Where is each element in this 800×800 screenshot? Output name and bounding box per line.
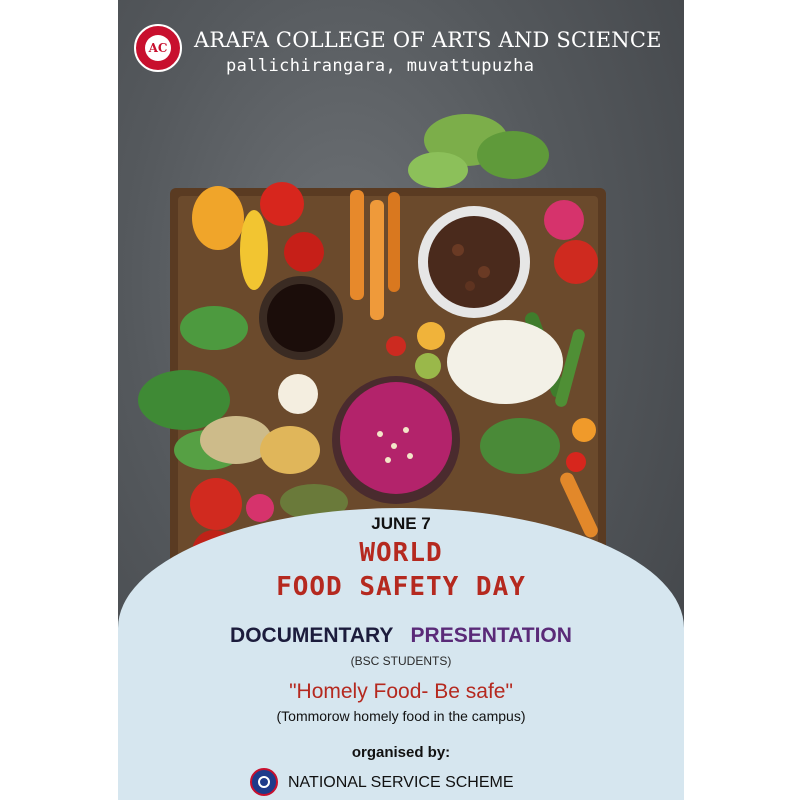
audience-note: (BSC STUDENTS)	[350, 654, 452, 668]
organiser-name: NATIONAL SERVICE SCHEME	[288, 774, 514, 791]
event-title-line1: WORLD	[359, 538, 443, 568]
college-logo	[134, 24, 182, 72]
college-location: pallichirangara, muvattupuzha	[226, 56, 535, 76]
college-logo-mark: AC	[145, 35, 171, 61]
radish	[544, 200, 584, 240]
organiser-row	[250, 768, 580, 798]
event-slogan: "Homely Food- Be safe"	[289, 680, 513, 703]
event-poster	[118, 0, 684, 800]
food-platter-image	[118, 100, 684, 570]
cheese-round	[447, 320, 563, 404]
garlic	[278, 374, 318, 414]
college-name: ARAFA COLLEGE OF ARTS AND SCIENCE	[194, 28, 662, 52]
pistachios	[200, 416, 272, 464]
tomato	[260, 182, 304, 226]
event-subnote: (Tommorow homely food in the campus)	[276, 708, 526, 724]
crackers	[260, 426, 320, 474]
nss-logo-icon	[250, 768, 278, 796]
event-title-line2: FOOD SAFETY DAY	[276, 572, 526, 602]
poster-header	[118, 18, 684, 82]
organised-by-label: organised by:	[351, 744, 451, 761]
event-date: JUNE 7	[371, 514, 431, 533]
herb-bunch	[480, 418, 560, 474]
carrot-stick	[350, 190, 364, 300]
program-title	[118, 624, 684, 648]
nss-wheel-icon	[258, 776, 270, 788]
yellow-pepper	[192, 186, 244, 250]
program-title-word1: DOCUMENTARY	[230, 624, 393, 647]
program-title-word2: PRESENTATION	[410, 624, 572, 647]
